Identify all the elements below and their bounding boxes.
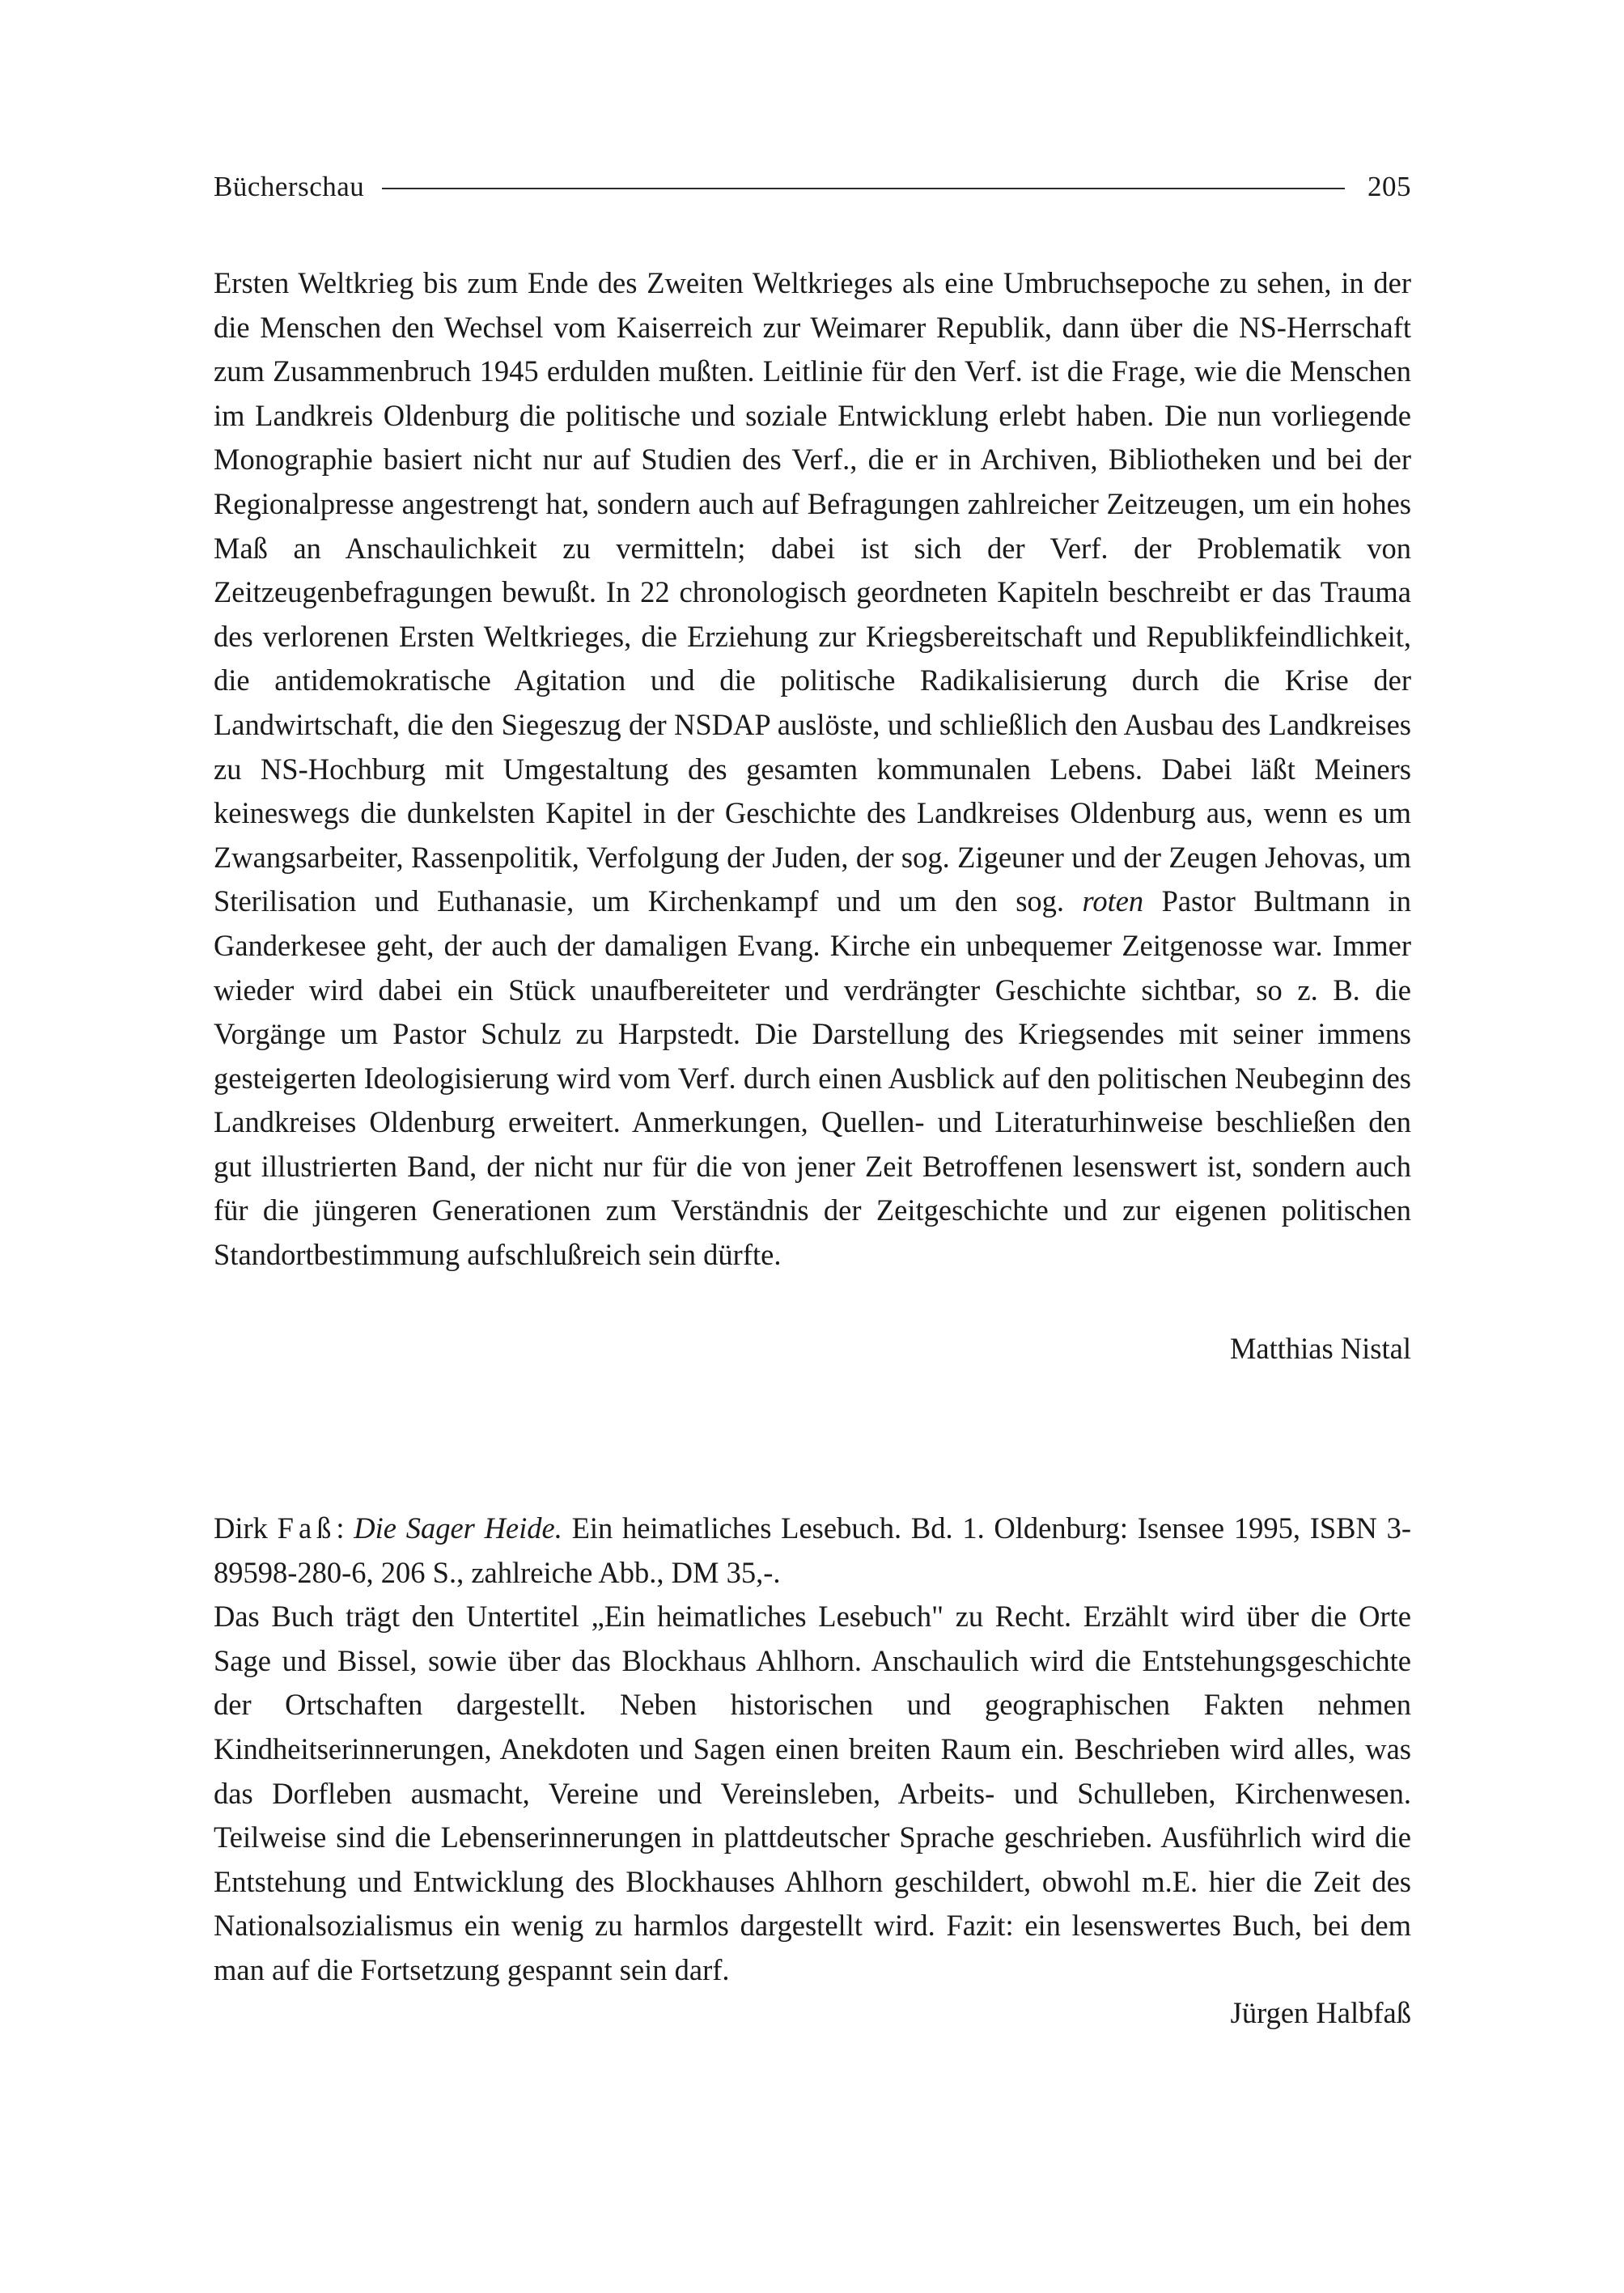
bibliographic-citation: Dirk Faß: Die Sager Heide. Ein heimatliches Lesebuch. Bd. 1. Oldenburg: Isensee 1995, ISBN 3-89598-280-6, 206 S., zahlreiche Abb., DM 35,-. — [214, 1511, 1411, 1589]
author-last-name: Faß — [277, 1511, 337, 1545]
book-review — [214, 1507, 1411, 1993]
review-body — [214, 261, 1411, 1278]
reviewer-signature: Matthias Nistal — [1229, 1332, 1411, 1365]
review-body-text: Ersten Weltkrieg bis zum Ende des Zweiten Weltkrieges als eine Umbruchsepoche zu sehen, in der die Menschen den Wechsel vom Kaiserreich zur Weimarer Republik, dann über die NS-Herrschaft zum Zusammenbruch 1945 erdulden mußten. Leitlinie für den Verf. ist die Frage, wie die Menschen im Landkreis Oldenburg die politische und soziale Entwicklung erlebt haben. Die nun vorliegende Monographie basiert nicht nur auf Studien des Verf., die er in Archiven, Bibliotheken und bei der Regionalpresse angestrengt hat, sondern auch auf Befragungen zahlreicher Zeitzeugen, um ein hohes Maß an Anschaulichkeit zu vermitteln; dabei ist sich der Verf. der Problematik von Zeitzeugenbefragungen bewußt. In 22 chronologisch geordneten Kapiteln beschreibt er das Trauma des verlorenen Ersten Weltkrieges, die Erziehung zur Kriegsbereitschaft und Republikfeindlichkeit, die antidemokratische Agitation und die politische Radikalisierung durch die Krise der Landwirtschaft, die den Siegeszug der NSDAP auslöste, und schließlich den Ausbau des Landkreises zu NS-Hochburg mit Umgestaltung des gesamten kommunalen Lebens. Dabei läßt Meiners keineswegs die dunkelsten Kapitel in der Geschichte des Landkreises Oldenburg aus, wenn es um Zwangsarbeiter, Rassenpolitik, Verfolgung der Juden, der sog. Zigeuner und der Zeugen Jehovas, um Sterilisation und Euthanasie, um Kirchenkampf und um den sog. — [214, 266, 1411, 918]
review-body-text-end: Pastor Bultmann in Ganderkesee geht, der auch der damaligen Evang. Kirche ein unbequemer Zeitgenosse war. Immer wieder wird dabei ein Stück unaufbereiteter und verdrängter Geschichte sichtbar, so z. B. die Vorgänge um Pastor Schulz zu Harpstedt. Die Darstellung des Kriegsendes mit seiner immens gesteigerten Ideologisierung wird vom Verf. durch einen Ausblick auf den politischen Neubeginn des Landkreises Oldenburg erweitert. Anmerkungen, Quellen- und Literaturhinweise beschließen den gut illustrierten Band, der nicht nur für die von jener Zeit Betroffenen lesenswert ist, sondern auch für die jüngeren Generationen zum Verständnis der Zeitgeschichte und zur eigenen politischen Standortbestimmung aufschlußreich sein dürfte. — [214, 884, 1412, 1272]
review-continued — [214, 261, 1411, 1278]
citation-details: Ein heimatliches Lesebuch. Bd. 1. Oldenburg: Isensee 1995, ISBN 3-89598-280-6, 206 S., zahlreiche Abb., DM 35,-. — [214, 1511, 1411, 1589]
reviewer-signature: Jürgen Halbfaß — [1230, 1996, 1411, 2029]
page-number: 205 — [1367, 171, 1411, 202]
header-title: Bücherschau — [214, 171, 365, 202]
running-header — [214, 166, 1411, 208]
book-title: Die Sager Heide. — [354, 1511, 562, 1545]
author-first-name: Dirk — [214, 1511, 268, 1545]
header-rule — [382, 188, 1345, 189]
review-body: Das Buch trägt den Untertitel „Ein heimatliches Lesebuch" zu Recht. Erzählt wird über die Orte Sage und Bissel, sowie über das Blockhaus Ahlhorn. Anschaulich wird die Entstehungsgeschichte der Ortschaften dargestellt. Neben historischen und geographischen Fakten nehmen Kindheitserinnerungen, Anekdoten und Sagen einen breiten Raum ein. Beschrieben wird alles, was das Dorfleben ausmacht, Vereine und Vereinsleben, Arbeits- und Schulleben, Kirchenwesen. Teilweise sind die Lebenserinnerungen in plattdeutscher Sprache geschrieben. Ausführlich wird die Entstehung und Entwicklung des Blockhauses Ahlhorn geschildert, obwohl m.E. hier die Zeit des Nationalsozialismus ein wenig zu harmlos dargestellt wird. Fazit: ein lesenswertes Buch, bei dem man auf die Fortsetzung gespannt sein darf. — [214, 1600, 1411, 1986]
italic-term: roten — [1082, 884, 1144, 918]
